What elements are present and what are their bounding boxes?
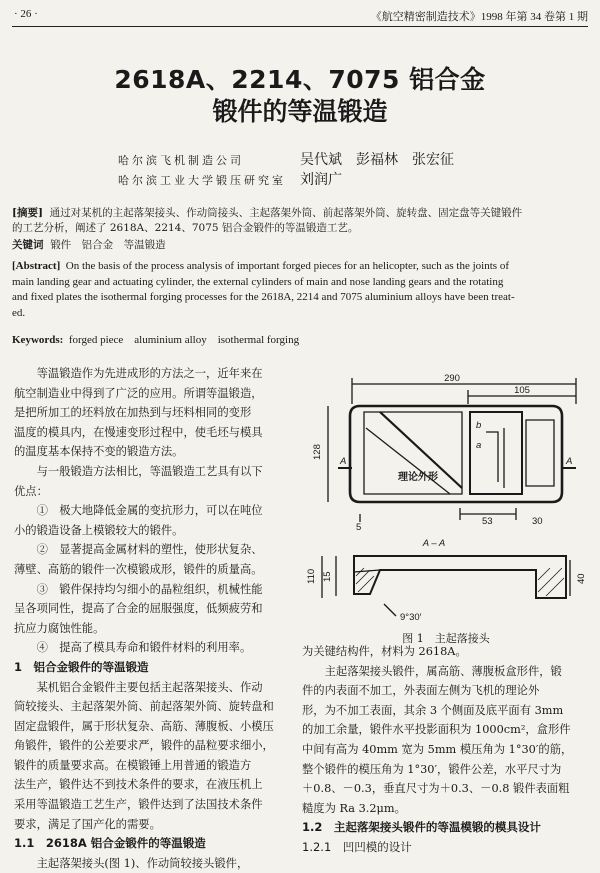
dim-5-label: 5 (356, 522, 362, 533)
section-a-a-label: A – A (422, 538, 446, 549)
figure-main-landing-gear-joint (300, 370, 592, 624)
section-label-a-right: A (566, 456, 573, 467)
rib-bracket (486, 432, 498, 482)
para-joint-description: 主起落架接头锻件，属高筋、薄腹板盒形件，锻 件的内表面不加工，外表面左侧为飞机的理论外 形，为不加工表面，其余 3 个侧面及底平面有 3mm 的加工余量，锻件水平投影面积为 1000cm²，盒形件 中间有高为 40mm 宽为 5mm 模压角为 1°30′的筋， 整个锻件的模压角为 1°30′，锻件公差，水平尺寸为 ＋0.8、－0.3，垂直尺寸为＋0.3、－0.8 锻件表面粗 糙度为 Ra 3.2μm。 (302, 664, 573, 815)
right-pocket (526, 420, 554, 486)
dim-53-label: 53 (482, 516, 493, 527)
section-profile (354, 556, 566, 598)
abstract-en-line-4: ed. (12, 306, 26, 319)
abstract-en-label: [Abstract] (12, 260, 61, 272)
para-item-2: ② 显著提高金属材料的塑性，使形状复杂、 薄壁、高筋的锻件一次模锻成形，锻件的质量高。 (14, 543, 263, 576)
para-intro: 等温锻造作为先进成形的方法之一，近年来在 航空制造业中得到了广泛的应用。所谓等温锻造， 是把所加工的坯料放在加热到与坯料相同的变形 温度的模具内，在慢速变形过程中，使毛坯与模具 的温度基本保持不变的锻造方法。 (14, 367, 263, 459)
abstract-cn-line-2: 的工艺分析，阐述了 2618A、2214、7075 铝合金锻件的等温锻造工艺。 (12, 222, 359, 234)
abstract-en (12, 259, 590, 321)
title-line-1: 2618A、2214、7075 铝合金 (114, 65, 486, 94)
section-1-heading: 1 铝合金锻件的等温锻造 (14, 659, 149, 674)
para-section-1: 某机铝合金锻件主要包括主起落架接头、作动 筒较接头、主起落架外筒、前起落架外筒、旋转盘和 固定盘锻件，属于形状复杂、高筋、薄腹板、小模压 角锻件，锻件的公差要求严，锻件的晶粒要求细小， 锻件的质量要求高。在模锻锤上用普通的锻造方 法生产，锻件达不到技术条件的要求，在液压机上 采用等温锻造工艺生产，锻件达到了法国技术条件 要求，满足了国产化的需要。 (14, 680, 274, 831)
keywords-cn-label: 关键词 (12, 239, 44, 251)
section-1-2-heading: 1.2 主起落架接头锻件的等温模锻的模具设计 (302, 820, 541, 835)
authors-1: 吴代斌 彭福林 张宏征 (300, 152, 454, 168)
page-number: · 26 · (14, 8, 38, 20)
para-item-3: ③ 锻件保持均匀细小的晶粒组织，机械性能 呈各项同性，提高了合金的屈服强度，低频疲劳和 抗应力腐蚀性能。 (14, 582, 263, 635)
para-item-4: ④ 提高了模具寿命和锻件材料的利用率。 (36, 641, 252, 655)
section-label-a-left: A (340, 456, 347, 467)
abstract-cn-line-1: 通过对某机的主起落架接头、作动筒接头、主起落架外筒、前起落架外筒、旋转盘、固定盘等关键锻件 (49, 207, 523, 219)
figure-caption: 图 1 主起落接头 (402, 632, 490, 645)
para-material: 为关键结构件，材料为 2618A。 (302, 645, 467, 658)
dim-40-label: 40 (576, 573, 587, 584)
angle-leader (384, 604, 396, 616)
authors-2: 刘润广 (300, 172, 342, 188)
para-section-1-1: 主起落架接头(图 1)、作动筒较接头锻件， (36, 856, 249, 870)
section-hatch (356, 568, 564, 596)
affiliation-1: 哈尔滨飞机制造公司 (118, 154, 244, 167)
detail-label-a: a (476, 440, 482, 451)
dim-128-label: 128 (312, 444, 323, 460)
header-rule (12, 26, 588, 27)
dim-30-label: 30 (532, 516, 543, 527)
right-column (302, 642, 592, 858)
affiliation-2: 哈尔滨工业大学锻压研究室 (118, 174, 286, 187)
abstract-en-line-1: On the basis of the process analysis of important forged pieces for an helicopter, such as the joints of (65, 260, 509, 272)
abstract-cn-label: [摘要] (12, 207, 43, 219)
para-item-1: ① 极大地降低金属的变抗形力，可以在吨位 小的锻造设备上模锻较大的锻件。 (14, 504, 263, 537)
keywords-en-items: forged piece aluminium alloy isothermal forging (68, 334, 300, 346)
dim-110-label: 110 (306, 568, 317, 584)
keywords-en (12, 333, 299, 349)
angle-label: 9°30′ (400, 612, 422, 623)
dim-290-label: 290 (444, 373, 460, 384)
left-column (14, 364, 290, 873)
keywords-cn (12, 238, 166, 253)
journal-header: 《航空精密制造技术》1998 年第 34 卷第 1 期 (370, 11, 588, 23)
dim-15-label: 15 (322, 571, 333, 582)
theoretical-shape-label: 理论外形 (398, 472, 438, 483)
keywords-cn-items: 锻件 铝合金 等温锻造 (50, 239, 166, 251)
abstract-en-line-3: and fixed plates the isothermal forging processes for the 2618A, 2214 and 7075 aluminium alloys have been treat- (12, 291, 515, 303)
detail-label-b: b (476, 420, 482, 431)
section-1-2-1-heading: 1.2.1 凹凹模的设计 (302, 839, 412, 854)
section-1-1-heading: 1.1 2618A 铝合金锻件的等温锻造 (14, 836, 206, 851)
abstract-cn (12, 206, 592, 236)
para-advantages: 与一般锻造方法相比，等温锻造工艺具有以下 优点： (14, 464, 263, 498)
title-line-2: 锻件的等温锻造 (212, 97, 388, 126)
abstract-en-line-2: main landing gear and actuating cylinder, the external cylinders of main and nose landing gears and the rotating (12, 275, 504, 288)
dim-105-label: 105 (514, 385, 530, 396)
keywords-en-label: Keywords: (12, 334, 64, 346)
section-web (354, 570, 380, 572)
